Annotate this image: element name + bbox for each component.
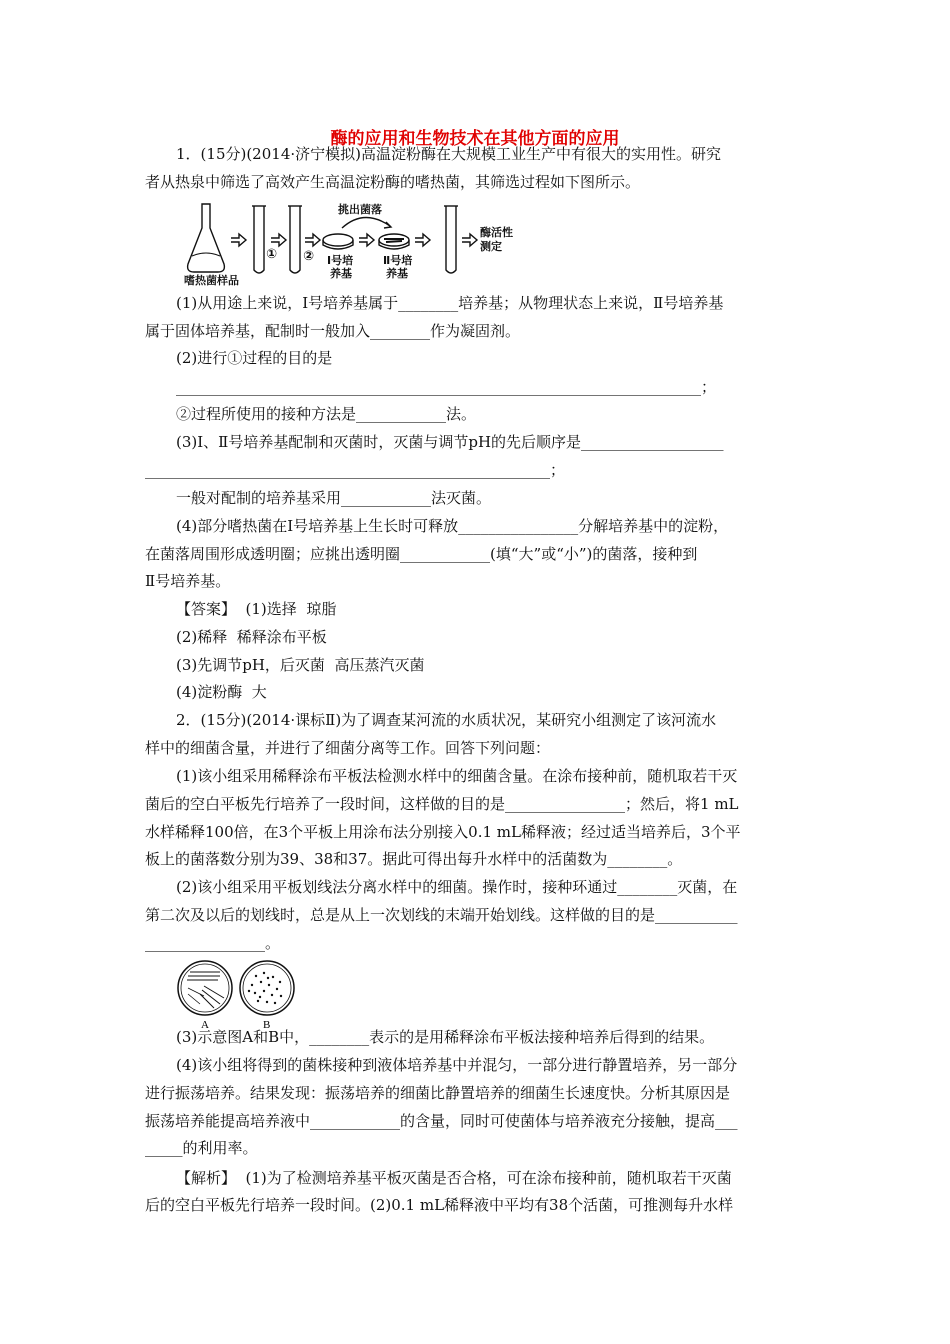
q1-answer-2: (2)稀释 稀释涂布平板 [176,628,327,646]
q2-line-7: (2)该小组采用平板划线法分离水样中的细菌。操作时，接种环通过________灭菌，在 [176,878,738,896]
plate-a-label: A [201,1019,209,1030]
fig1-assay-label-2: 测定 [480,240,502,253]
fig1-medium2-label-2: 养基 [386,267,408,280]
fig1-step2-label: ② [303,249,315,264]
plate-figure [174,958,304,1030]
fig1-medium1-label-2: 养基 [330,267,352,280]
q2-line-3: (1)该小组采用稀释涂布平板法检测水样中的细菌含量。在涂布接种前，随机取若干灭 [176,767,738,785]
q2-body-2: (4)该小组将得到的菌株接种到液体培养基中并混匀，一部分进行静置培养，另一部分 [176,1056,738,1074]
q1-body-9: (4)部分嗜热菌在Ⅰ号培养基上生长时可释放________________分解培养基中的淀粉， [176,517,729,535]
q1-body-8: 一般对配制的培养基采用____________法灭菌。 [176,489,492,507]
fig1-pick-label: 挑出菌落 [338,203,382,216]
q2-analysis-2: 后的空白平板先行培养一段时间。(2)0.1 mL稀释液中平均有38个活菌，可推测每升水样 [145,1196,734,1214]
plate-b-label: B [263,1019,271,1030]
q2-line-5: 水样稀释100倍，在3个平板上用涂布法分别接入0.1 mL稀释液；经过适当培养后，3个平 [145,823,741,841]
q1-answer-3: (3)先调节pH，后灭菌 高压蒸汽灭菌 [176,656,425,674]
q1-line-2: 者从热泉中筛选了高效产生高温淀粉酶的嗜热菌，其筛选过程如下图所示。 [145,173,641,191]
fig1-sample-label: 嗜热菌样品 [184,274,239,287]
q1-body-5: ②过程所使用的接种方法是____________法。 [176,405,477,423]
q2-body-4: 振荡培养能提高培养液中____________的含量，同时可使菌体与培养液充分接触，提高___ [145,1112,738,1130]
q1-body-10: 在菌落周围形成透明圈；应挑出透明圈____________(填“大”或“小”)的菌落，接种到 [145,545,698,563]
fig1-medium1-label-1: Ⅰ号培 [327,254,354,267]
q1-body-3: (2)进行①过程的目的是 [176,349,333,367]
page-title: 酶的应用和生物技术在其他方面的应用 [330,129,620,149]
q2-line-4: 菌后的空白平板先行培养了一段时间，这样做的目的是________________；然后，将1 mL [145,795,739,813]
fig1-assay-label-1: 酶活性 [480,226,513,239]
q2-body-3: 进行振荡培养。结果发现：振荡培养的细菌比静置培养的细菌生长速度快。分析其原因是 [145,1084,731,1102]
q2-body-1: (3)示意图A和B中，________表示的是用稀释涂布平板法接种培养后得到的结果。 [176,1028,715,1046]
q2-line-2: 样中的细菌含量，并进行了细菌分离等工作。回答下列问题： [145,739,551,757]
q2-analysis-1: 【解析】 (1)为了检测培养基平板灭菌是否合格，可在涂布接种前，随机取若干灭菌 [176,1169,732,1187]
q1-body-4: ______________________________________________________________________； [176,378,717,396]
q1-body-11: Ⅱ号培养基。 [145,572,231,590]
q1-answer-1: 【答案】 (1)选择 琼脂 [176,600,337,618]
screening-process-figure [150,198,550,290]
q2-body-5: _____的利用率。 [145,1139,258,1157]
q1-answer-4: (4)淀粉酶 大 [176,683,267,701]
fig1-step1-label: ① [266,247,278,262]
fig1-medium2-label-1: Ⅱ号培 [383,254,413,267]
q2-line-9: ________________。 [145,934,281,952]
q1-body-7: ______________________________________________________； [145,461,566,479]
q2-line-8: 第二次及以后的划线时，总是从上一次划线的末端开始划线。这样做的目的是___________ [145,906,738,924]
q1-body-2: 属于固体培养基，配制时一般加入________作为凝固剂。 [145,322,521,340]
q2-line-1: 2．(15分)(2014·课标Ⅱ)为了调查某河流的水质状况，某研究小组测定了该河流水 [176,711,717,729]
q1-body-1: (1)从用途上来说，Ⅰ号培养基属于________培养基；从物理状态上来说，Ⅱ号培养基 [176,294,724,312]
q2-line-6: 板上的菌落数分别为39、38和37。据此可得出每升水样中的活菌数为________。 [145,850,683,868]
q1-body-6: (3)Ⅰ、Ⅱ号培养基配制和灭菌时，灭菌与调节pH的先后顺序是___________________ [176,433,724,451]
q1-line-1: 1．(15分)(2014·济宁模拟)高温淀粉酶在大规模工业生产中有很大的实用性。研究 [176,145,721,163]
